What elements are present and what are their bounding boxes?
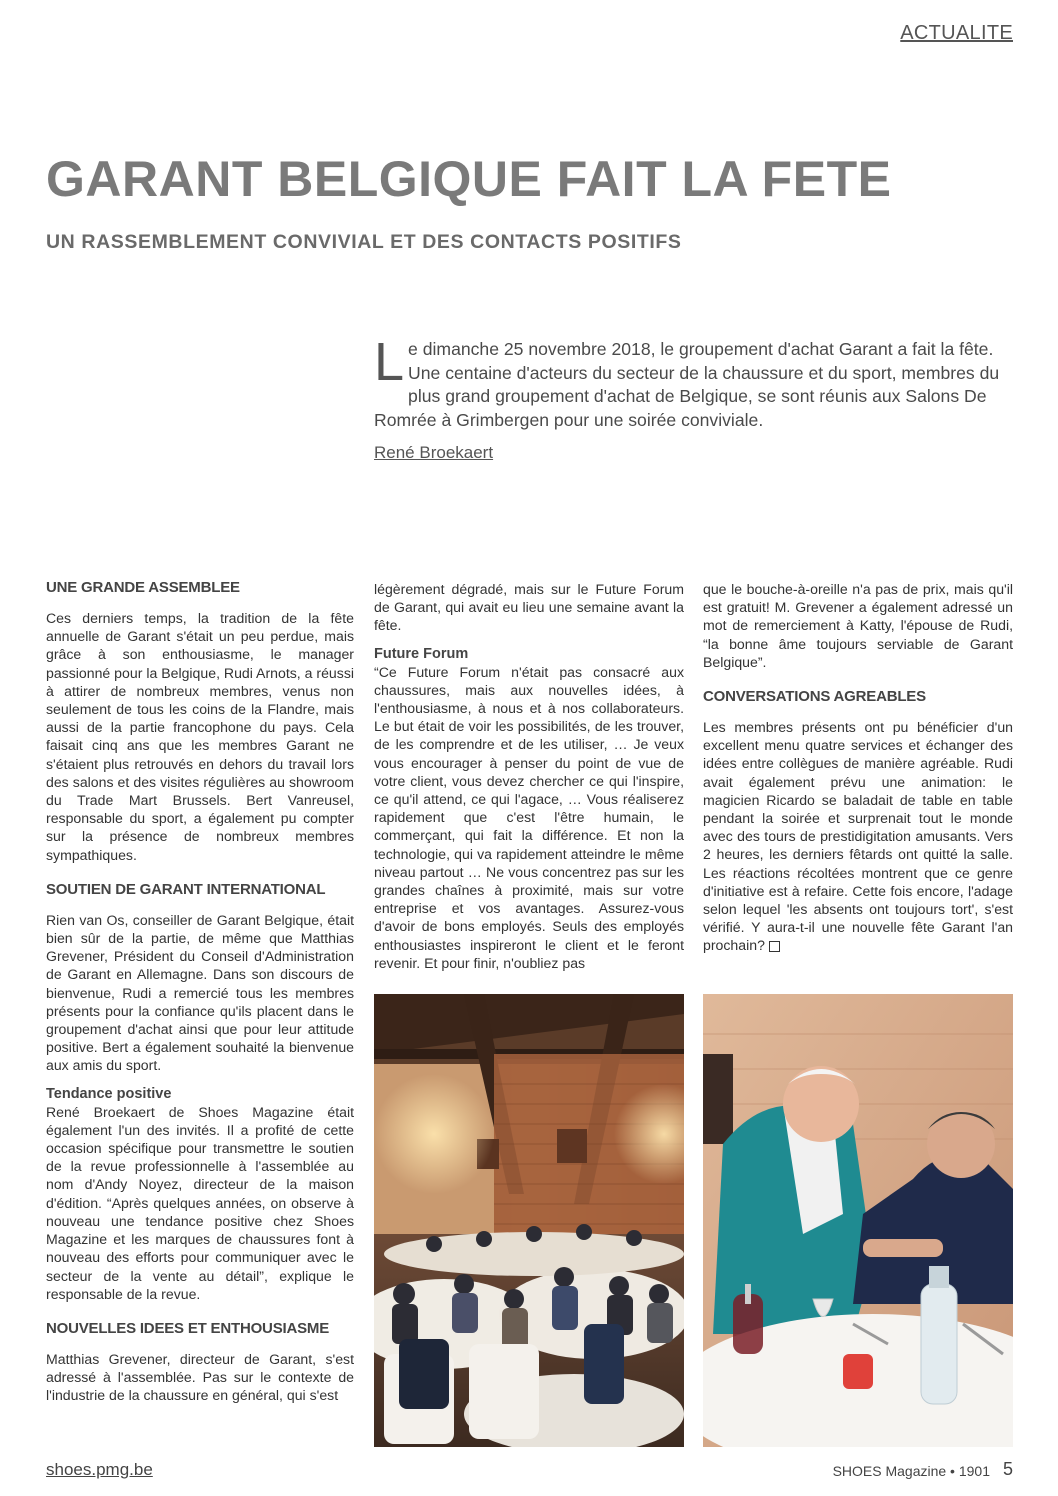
photo-banquet-hall [374, 994, 684, 1447]
conversations-text: Les membres présents ont pu bénéficier d'un excellent menu quatre services et échanger des idées entre collègues de manière agréable. Rudi avait également prévu une animation: le magicien Ricardo se baladait de table en table pendant la soirée et surprenait tout le monde avec des tours de prestidigitation amusants. Vers 2 heures, les derniers fêtards ont quitté la salle. Les réactions récoltées montrent que ce genre d'initiative est à refaire. Cette fois encore, l'adage selon lequel 'les absents ont toujours tort', s'est vérifié. Y aura-t-il une nouvelle fête Garant l'an prochain? [703, 719, 1013, 954]
heading-conversations: CONVERSATIONS AGREABLES [703, 688, 926, 706]
paragraph-continuation-2: légèrement dégradé, mais sur le Future Forum de Garant, qui avait eu lieu une semaine avant la fête. [374, 581, 684, 634]
intro-block [374, 332, 1014, 465]
heading-future-forum: Future Forum [374, 645, 469, 662]
column-3 [703, 580, 1013, 955]
column-1 [46, 578, 354, 1405]
drop-cap: L [374, 332, 405, 392]
end-mark-icon [769, 941, 780, 952]
article-subtitle: UN RASSEMBLEMENT CONVIVIAL ET DES CONTACTS POSITIFS [46, 231, 682, 253]
banquet-hall-image [374, 994, 684, 1447]
paragraph-continuation-3: que le bouche-à-oreille n'a pas de prix, mais qu'il est gratuit! M. Grevener a également adressé un mot de remerciement à Katty, l'épouse de Rudi, “la bonne âme toujours serviable de Garant Belgique”. [703, 581, 1013, 670]
column-2 [374, 580, 684, 972]
heading-grande-assemblee: UNE GRANDE ASSEMBLEE [46, 579, 240, 596]
author-byline: René Broekaert [374, 443, 494, 462]
section-label: ACTUALITE [900, 22, 1013, 44]
article-title: GARANT BELGIQUE FAIT LA FETE [46, 151, 892, 207]
heading-tendance: Tendance positive [46, 1085, 172, 1102]
heading-soutien: SOUTIEN DE GARANT INTERNATIONAL [46, 880, 326, 898]
photo-magician-table [703, 994, 1013, 1447]
paragraph-future-forum: “Ce Future Forum n'était pas consacré aux chaussures, mais aux nouvelles idées, à l'enthousiasme, à nous et à nos collaborateurs. Le but était de voir les possibilités, de les trouver, de les comprendre et de les utiliser, … Je veux vous encourager à penser du point de vue de votre client, vous devez chercher ce qui l'inspire, ce qu'il attend, ce qui l'agace, … Vous réaliserez rapidement que c'est l'être humain, le commerçant, qui fait la différence. Et non la technologie, qui va rapidement atteindre le même niveau partout … Ne vous concentrez pas sur les grandes chaînes à proximité, mais sur votre entreprise et vos avantages. Assurez-vous d'avoir de bons employés. Seuls des employés enthousiastes inspireront le client et le feront revenir. Et pour finir, n'oubliez pas [374, 663, 684, 971]
heading-nouvelles-idees: NOUVELLES IDEES ET ENTHOUSIASME [46, 1319, 330, 1337]
paragraph-conversations [703, 718, 1013, 955]
paragraph-nouvelles-idees: Matthias Grevener, directeur de Garant, s'est adressé à l'assemblée. Pas sur le contexte de l'industrie de la chaussure en général, qui s'est [46, 1350, 354, 1404]
intro-paragraph [374, 332, 1014, 432]
intro-text: e dimanche 25 novembre 2018, le groupement d'achat Garant a fait la fête. Une centaine d'acteurs du secteur de la chaussure et du sport, membres du plus grand groupement d'achat de Belgique, se sont réunis aux Salons De Romrée à Grimbergen pour une soirée conviviale. [374, 339, 1000, 430]
footer-website[interactable]: shoes.pmg.be [46, 1460, 153, 1479]
paragraph-tendance: René Broekaert de Shoes Magazine était également l'un des invités. Il a profité de cette occasion spécifique pour transmettre le soutien de la revue professionnelle à l'assemblée au nom d'Andy Noyez, directeur de la maison d'édition. “Après quelques années, on observe à nouveau une tendance positive chez Shoes Magazine et les marques de chaussures font à nouveau des efforts pour communiquer avec le secteur de la vente au détail”, explique le responsable de la revue. [46, 1103, 354, 1302]
paragraph-grande-assemblee: Ces derniers temps, la tradition de la fête annuelle de Garant s'était un peu perdue, mais grâce à son enthousiasme, le manager passionné pour la Belgique, Rudi Arnots, a réussi à attirer de nombreux membres, venus non seulement de tous les coins de la Flandre, mais aussi de la partie francophone du pays. Cela faisait cinq ans que les membres Garant ne s'étaient plus retrouvés en dehors du travail lors des salons et des visites régulières au showroom du Trade Mart Brussels. Bert Vanreusel, responsable du sport, a également pu compter sur la présence de nombreux membres sympathiques. [46, 610, 354, 863]
footer-page-number: 5 [1002, 1459, 1013, 1479]
paragraph-soutien: Rien van Os, conseiller de Garant Belgique, était bien sûr de la partie, de même que Matthias Grevener, Président du Conseil d'Administration de Garant en Allemagne. Dans son discours de bienvenue, Rudi a remercié tous les membres présents pour la confiance qu'ils placent dans le groupement d'achat ainsi que pour leur attitude positive. Bert a également souhaité la bienvenue aux amis du sport. [46, 911, 354, 1074]
footer-magazine-issue: SHOES Magazine • 1901 [832, 1463, 990, 1479]
magician-table-image [703, 994, 1013, 1447]
